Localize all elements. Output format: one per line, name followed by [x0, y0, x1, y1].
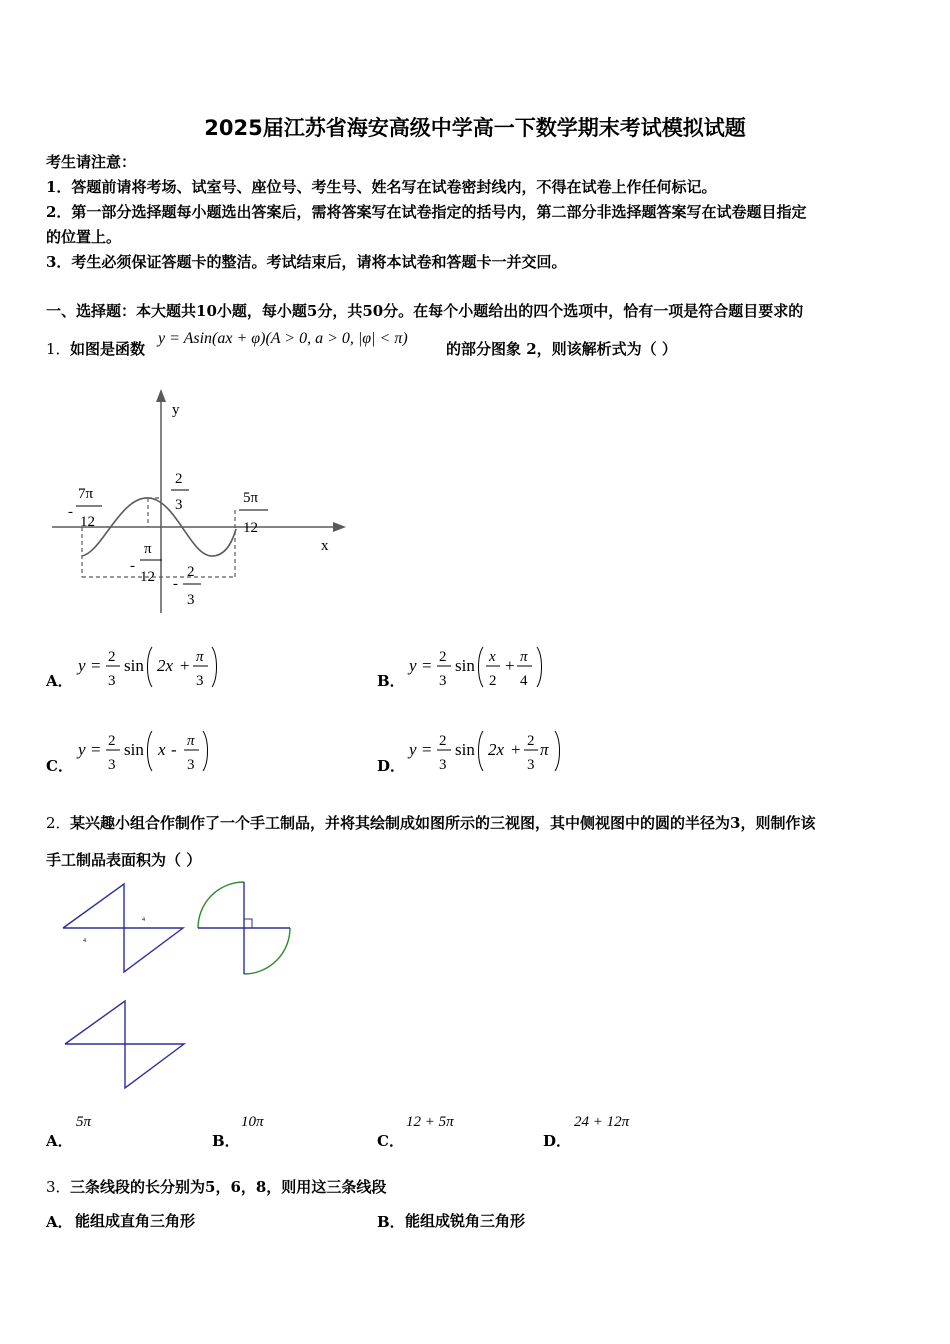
q2-option-b-formula: 10π	[241, 1114, 264, 1130]
q2-option-a-label: A．	[46, 1132, 73, 1150]
notice-item-3: 3．考生必须保证答题卡的整洁。考试结束后，请将本试卷和答题卡一并交回。	[46, 253, 567, 271]
left-den: 12	[80, 514, 95, 530]
page-title: 2025届江苏省海安高级中学高一下数学期末考试模拟试题	[204, 116, 746, 140]
notice-header: 考生请注意：	[46, 153, 137, 171]
svg-text:-: -	[171, 740, 177, 759]
q1-option-b-formula	[405, 642, 555, 694]
min-den: 3	[187, 592, 195, 608]
svg-text:=: =	[91, 740, 101, 759]
q1-option-a-formula	[74, 642, 224, 694]
q3-option-a-label: A．	[46, 1213, 73, 1231]
q2-option-a-formula: 5π	[76, 1114, 92, 1130]
svg-text:4: 4	[520, 673, 528, 689]
q2-three-views	[55, 876, 305, 1096]
svg-text:sin: sin	[124, 740, 144, 759]
svg-text:=: =	[422, 656, 432, 675]
max-num: 2	[175, 471, 183, 487]
svg-text:+: +	[180, 656, 190, 675]
svg-text:y: y	[78, 740, 86, 759]
q2-option-d-label: D．	[543, 1132, 572, 1150]
q1-pre: 如图是函数	[70, 340, 146, 358]
q1-formula: y = Asin(ax + φ)(A > 0, a > 0, |φ| < π)	[158, 330, 408, 347]
svg-text:sin: sin	[455, 656, 475, 675]
svg-text:y: y	[409, 656, 417, 675]
q1-option-c-label: C．	[46, 757, 73, 775]
notice-item-1: 1．答题前请将考场、试室号、座位号、考生号、姓名写在试卷密封线内，不得在试卷上作任何标记。	[46, 178, 717, 196]
q2-line2: 手工制品表面积为（ ）	[46, 851, 202, 869]
min-minus: -	[173, 576, 178, 592]
svg-text:2: 2	[489, 673, 497, 689]
right-den: 12	[243, 520, 258, 536]
svg-text:2x: 2x	[488, 740, 505, 759]
svg-text:x: x	[489, 649, 496, 665]
mid-den: 12	[140, 569, 155, 585]
q3-number: 3．	[46, 1178, 71, 1196]
x-axis-arrow	[333, 522, 346, 532]
notice-item-2-cont: 的位置上。	[46, 228, 122, 246]
mid-num: π	[144, 541, 152, 557]
svg-text:2: 2	[439, 649, 447, 665]
svg-text:3: 3	[439, 757, 447, 773]
q1-post: 的部分图象 2，则该解析式为（ ）	[446, 340, 677, 358]
right-num: 5π	[243, 490, 259, 506]
q1-option-b-label: B．	[377, 672, 405, 690]
svg-text:2x: 2x	[157, 656, 174, 675]
q2-option-c-label: C．	[377, 1132, 404, 1150]
svg-text:π: π	[187, 733, 195, 749]
svg-text:3: 3	[108, 673, 116, 689]
right-angle-mark	[244, 919, 252, 928]
svg-text:sin: sin	[455, 740, 475, 759]
svg-text:=: =	[91, 656, 101, 675]
y-label: y	[172, 402, 180, 418]
min-num: 2	[187, 564, 195, 580]
svg-text:2: 2	[527, 733, 535, 749]
q3-option-b-text: 能组成锐角三角形	[405, 1212, 526, 1230]
svg-text:y: y	[78, 656, 86, 675]
q2-option-d-formula: 24 + 12π	[574, 1114, 630, 1130]
q1-option-d-label: D．	[377, 757, 406, 775]
notice-item-2: 2．第一部分选择题每小题选出答案后，需将答案写在试卷指定的括号内，第二部分非选择题答案写在试卷题目指定	[46, 203, 807, 221]
svg-text:2: 2	[439, 733, 447, 749]
left-num: 7π	[78, 486, 94, 502]
svg-text:2: 2	[108, 733, 116, 749]
front-view-label-left: 4	[83, 938, 86, 944]
q1-number: 1．	[46, 340, 71, 358]
svg-text:x: x	[158, 740, 166, 759]
max-den: 3	[175, 497, 183, 513]
q2-line1: 某兴趣小组合作制作了一个手工制品，并将其绘制成如图所示的三视图，其中侧视图中的圆的半径为3，则制作该	[70, 814, 816, 832]
svg-text:3: 3	[196, 673, 204, 689]
svg-text:π: π	[520, 649, 528, 665]
front-view	[63, 884, 183, 972]
svg-text:sin: sin	[124, 656, 144, 675]
q3-option-a-text: 能组成直角三角形	[75, 1212, 196, 1230]
section-heading: 一、选择题：本大题共10小题，每小题5分，共50分。在每个小题给出的四个选项中，恰有一项是符合题目要求的	[46, 302, 804, 320]
q1-option-d-formula	[405, 726, 575, 778]
svg-text:3: 3	[108, 757, 116, 773]
side-view-arc-bottom	[244, 928, 290, 974]
q3-option-b-label: B．	[377, 1213, 405, 1231]
q1-graph	[40, 380, 360, 625]
x-label: x	[321, 538, 329, 554]
svg-text:3: 3	[439, 673, 447, 689]
side-view-arc-top	[198, 882, 244, 928]
svg-text:=: =	[422, 740, 432, 759]
q2-option-c-formula: 12 + 5π	[406, 1114, 454, 1130]
svg-text:+: +	[505, 656, 515, 675]
left-minus: -	[68, 504, 73, 520]
mid-minus: -	[130, 558, 135, 574]
q1-option-a-label: A．	[46, 672, 73, 690]
svg-text:+: +	[511, 740, 521, 759]
front-view-label-top: 4	[142, 917, 145, 923]
svg-text:y: y	[409, 740, 417, 759]
svg-text:2: 2	[108, 649, 116, 665]
q2-option-b-label: B．	[212, 1132, 240, 1150]
y-axis-arrow	[156, 389, 166, 402]
q1-option-c-formula	[74, 726, 224, 778]
top-view	[65, 1001, 184, 1088]
q3-text: 三条线段的长分别为5，6，8，则用这三条线段	[70, 1178, 387, 1196]
svg-text:3: 3	[527, 757, 535, 773]
svg-text:π: π	[196, 649, 204, 665]
svg-text:π: π	[540, 740, 549, 759]
svg-text:3: 3	[187, 757, 195, 773]
q2-number: 2．	[46, 814, 71, 832]
